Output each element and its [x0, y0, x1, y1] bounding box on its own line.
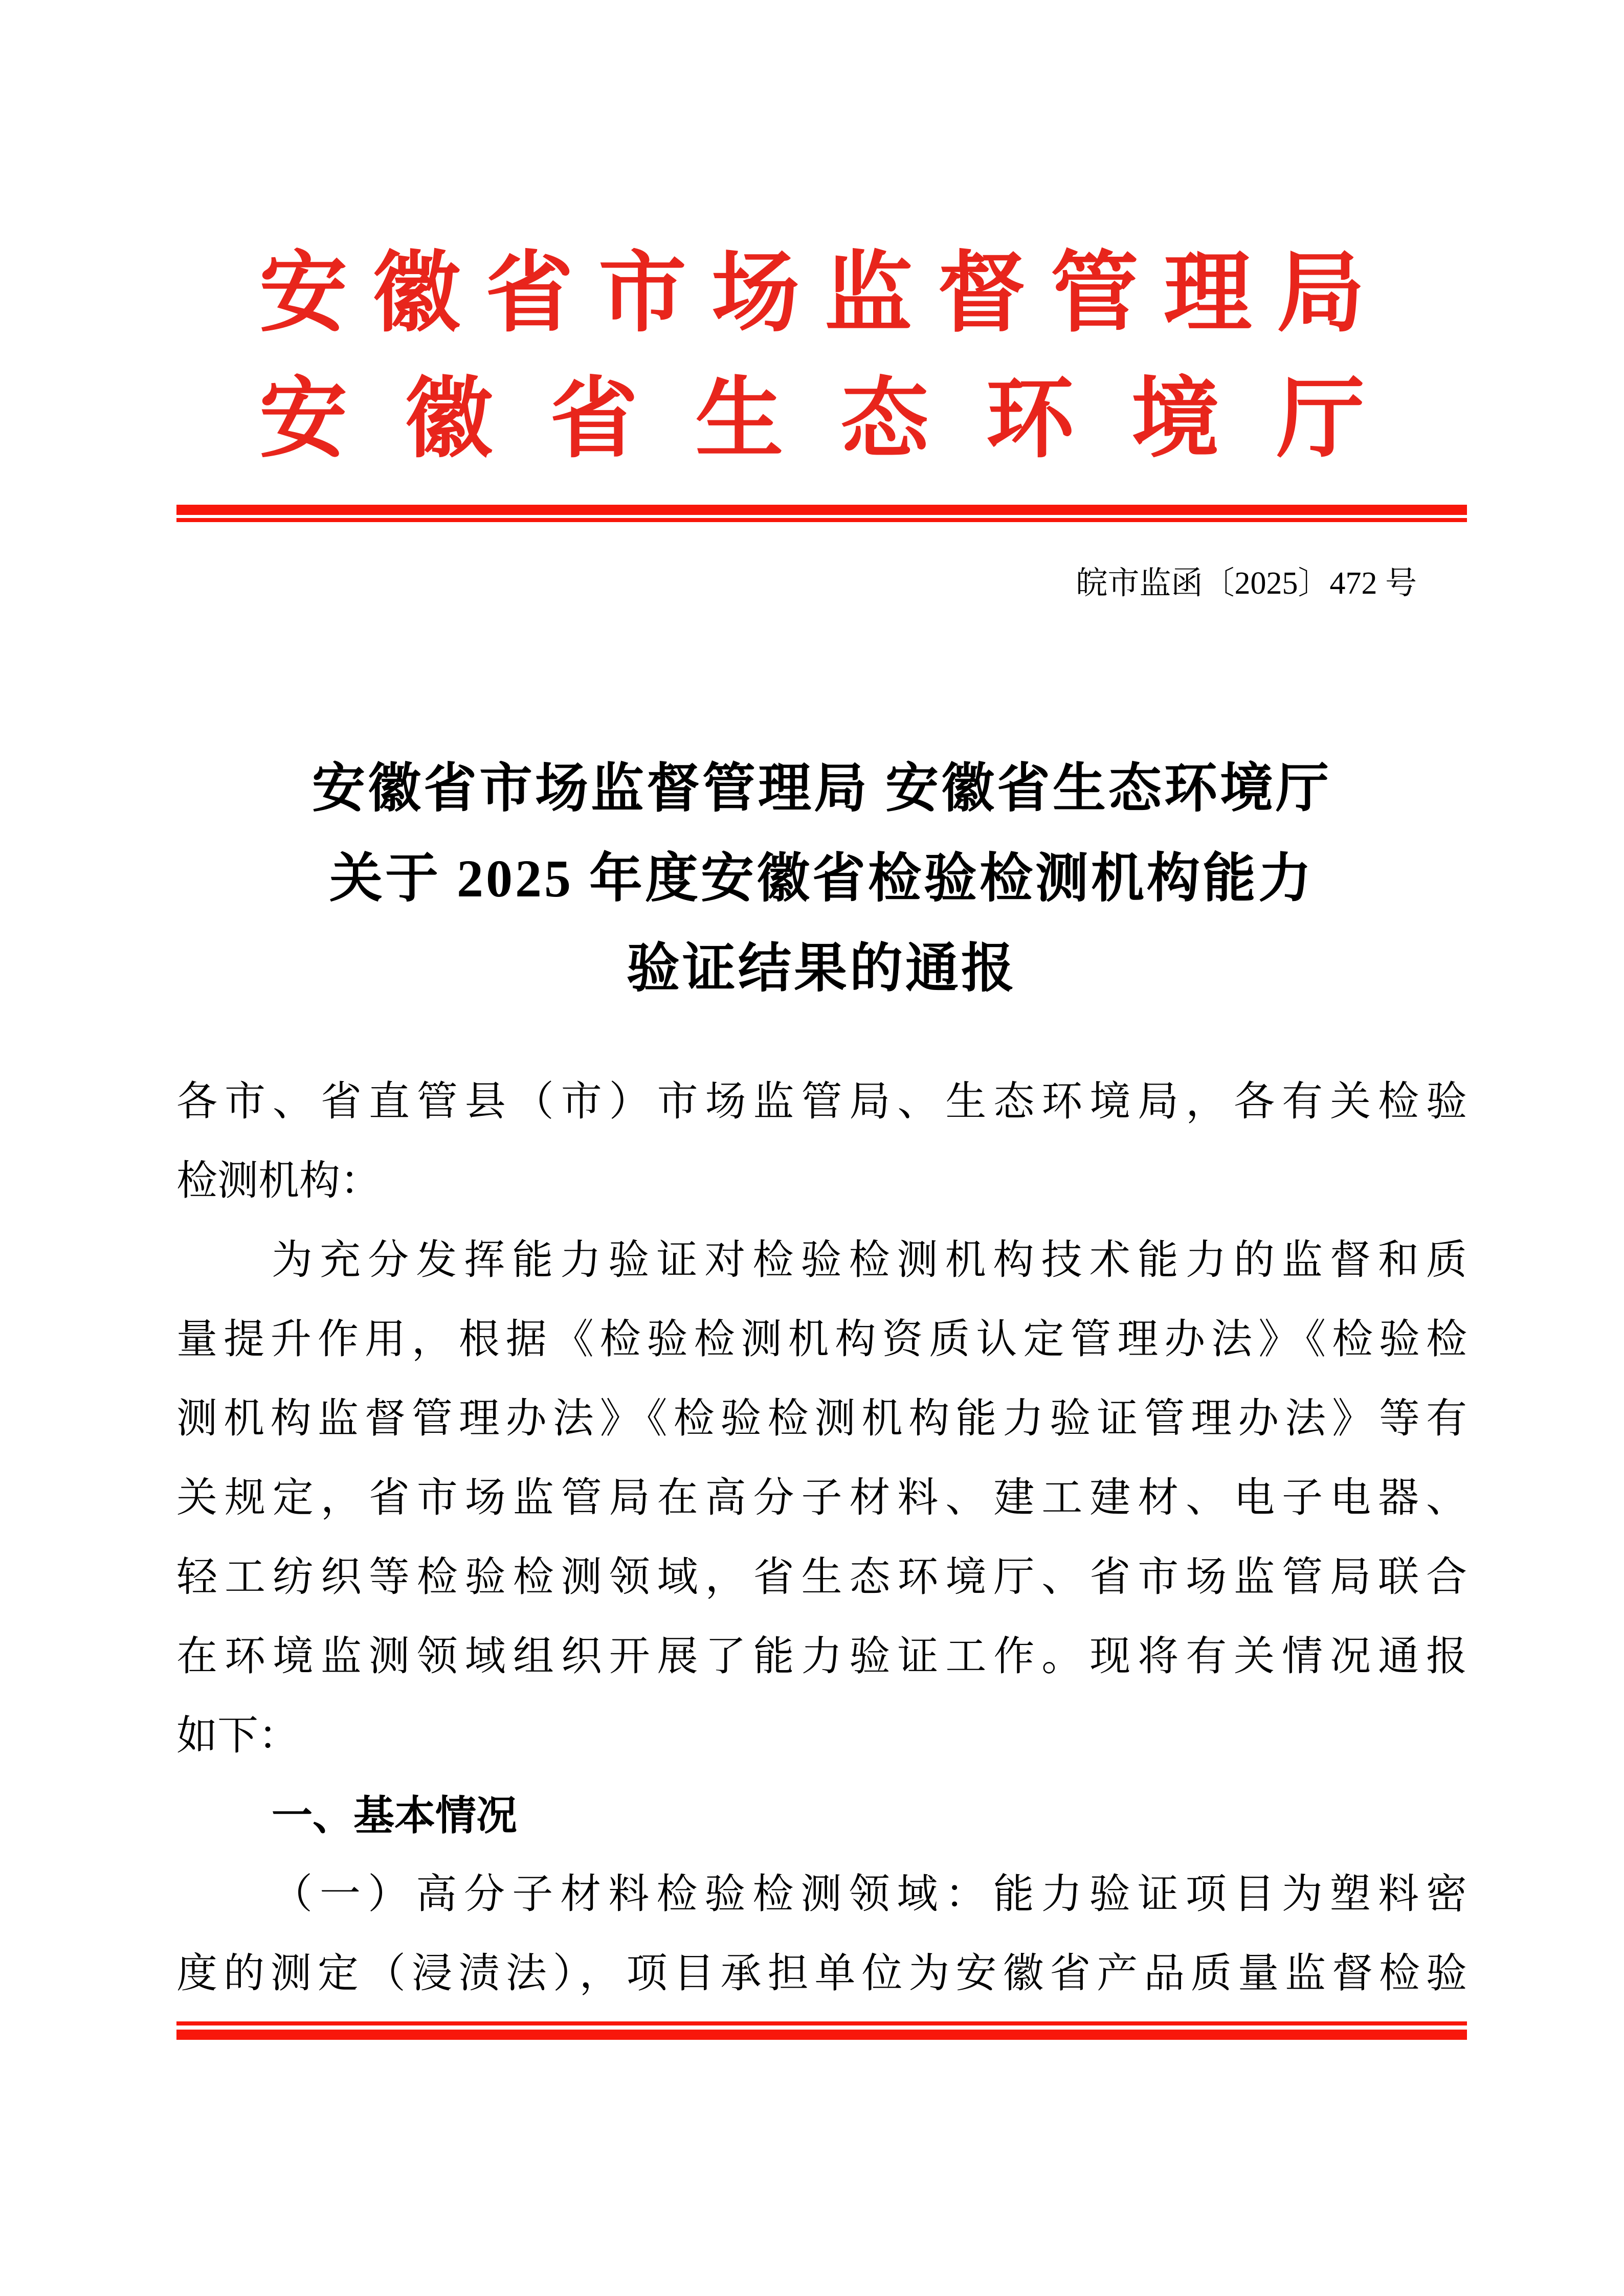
document-number: 皖市监函〔2025〕472 号 — [1076, 566, 1417, 601]
red-rule-top-thin — [176, 518, 1467, 522]
body-line-item-1: （一）高分子材料检验检测领域：能力验证项目为塑料密 — [272, 1872, 1467, 1917]
body-line-paragraph: 如下： — [176, 1714, 299, 1759]
title-line2: 关于 2025 年度安徽省检验检测机构能力 — [329, 849, 1314, 908]
document-body — [176, 1063, 1467, 2014]
body-line-paragraph: 测机构监督管理办法》《检验检测机构能力验证管理办法》等有 — [176, 1397, 1467, 1442]
body-line-salutation-2: 检测机构： — [176, 1159, 381, 1204]
title-line1: 安徽省市场监督管理局 安徽省生态环境厅 — [312, 759, 1331, 818]
red-rule-bottom-thick — [176, 2030, 1467, 2040]
red-rule-bottom-thin — [176, 2021, 1467, 2025]
letterhead — [259, 231, 1365, 483]
agency-name-line1: 安徽省市场监督管理局 — [259, 245, 1365, 343]
body-line-paragraph: 为充分发挥能力验证对检验检测机构技术能力的监督和质 — [272, 1238, 1467, 1283]
body-line-paragraph: 关规定，省市场监管局在高分子材料、建工建材、电子电器、 — [176, 1476, 1467, 1521]
body-line-item-1-cont: 度的测定（浸渍法），项目承担单位为安徽省产品质量监督检验 — [176, 1951, 1467, 1996]
agency-name-line2: 安徽省生态环境厅 — [259, 371, 1365, 468]
red-rule-top-thick — [176, 505, 1467, 515]
body-line-paragraph: 轻工纺织等检验检测领域，省生态环境厅、省市场监管局联合 — [176, 1555, 1467, 1600]
title-line3: 验证结果的通报 — [626, 939, 1017, 998]
body-line-salutation-1: 各市、省直管县（市）市场监管局、生态环境局，各有关检验 — [176, 1079, 1467, 1124]
body-line-paragraph: 量提升作用，根据《检验检测机构资质认定管理办法》《检验检 — [176, 1317, 1467, 1362]
section-heading-basic-situation: 一、基本情况 — [272, 1793, 517, 1838]
body-line-paragraph: 在环境监测领域组织开展了能力验证工作。现将有关情况通报 — [176, 1634, 1467, 1679]
document-title — [176, 744, 1467, 1014]
